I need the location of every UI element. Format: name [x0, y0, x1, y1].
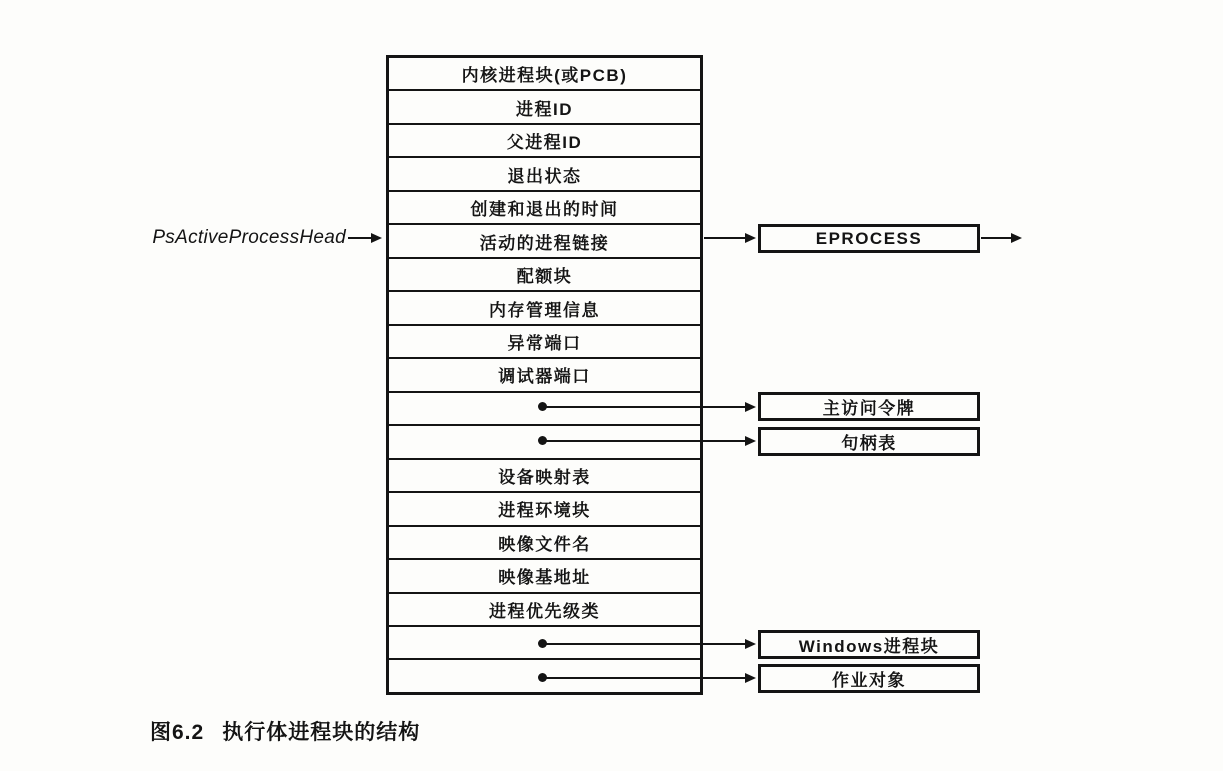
table-row-create-exit-times [389, 192, 700, 225]
row-label: 内存管理信息 [489, 300, 600, 320]
arrow-right-icon [371, 233, 382, 243]
row-label: 创建和退出的时间 [470, 200, 619, 220]
table-row-active-process-links [389, 225, 700, 258]
row-label: 调试器端口 [498, 367, 591, 387]
arrow-right-icon [745, 639, 756, 649]
row-label: 活动的进程链接 [479, 233, 610, 253]
side-box-label: Windows进程块 [798, 637, 940, 656]
table-row-parent-process-id [389, 125, 700, 158]
row-label: 进程ID [516, 99, 573, 119]
side-box-label: 主访问令牌 [822, 399, 916, 418]
table-row-image-file-name [389, 527, 700, 560]
connector-line-handle-table [542, 440, 746, 442]
table-row-quota-block [389, 259, 700, 292]
arrow-right-icon [745, 436, 756, 446]
table-row-process-id [389, 91, 700, 124]
figure-caption [150, 716, 420, 746]
connector-line-access-token [542, 406, 746, 408]
row-label: 内核进程块(或PCB) [461, 66, 628, 86]
side-box-primary-access-token [758, 392, 980, 421]
side-box-label: 作业对象 [832, 671, 906, 690]
table-row-exception-port [389, 326, 700, 359]
arrow-right-icon [1011, 233, 1022, 243]
table-row-process-priority-class [389, 594, 700, 627]
side-box-handle-table [758, 427, 980, 456]
row-label: 进程环境块 [498, 501, 591, 521]
connector-line-eprocess-next [981, 237, 1012, 239]
connector-line-eprocess [704, 237, 746, 239]
row-label: 退出状态 [507, 166, 582, 186]
pointer-arrow-line [348, 237, 372, 239]
table-row-image-base-address [389, 560, 700, 593]
figure-caption-number: 图6.2 [150, 721, 205, 744]
table-row-debugger-port [389, 359, 700, 392]
row-label: 异常端口 [507, 333, 582, 353]
pointer-label: PsActiveProcessHead [152, 227, 346, 248]
arrow-right-icon [745, 233, 756, 243]
eprocess-block-table [386, 55, 703, 695]
side-box-job-object [758, 664, 980, 693]
table-row-memory-management-info [389, 292, 700, 325]
connector-line-windows-process-block [542, 643, 746, 645]
arrow-right-icon [745, 402, 756, 412]
figure-caption-text: 执行体进程块的结构 [222, 721, 421, 744]
row-label: 进程优先级类 [489, 601, 600, 621]
row-label: 父进程ID [506, 133, 583, 153]
table-row-exit-status [389, 158, 700, 191]
arrow-right-icon [745, 673, 756, 683]
connector-line-job-object [542, 677, 746, 679]
table-row-kernel-process-block [389, 58, 700, 91]
side-box-label: EPROCESS [815, 228, 923, 248]
table-row-process-environment-block [389, 493, 700, 526]
row-label: 配额块 [516, 267, 573, 287]
table-row-device-map-table [389, 460, 700, 493]
side-box-label: 句柄表 [841, 434, 897, 453]
row-label: 映像基地址 [498, 568, 591, 588]
row-label: 映像文件名 [498, 534, 591, 554]
row-label: 设备映射表 [498, 467, 591, 487]
side-box-windows-process-block [758, 630, 980, 659]
side-box-eprocess [758, 224, 980, 253]
